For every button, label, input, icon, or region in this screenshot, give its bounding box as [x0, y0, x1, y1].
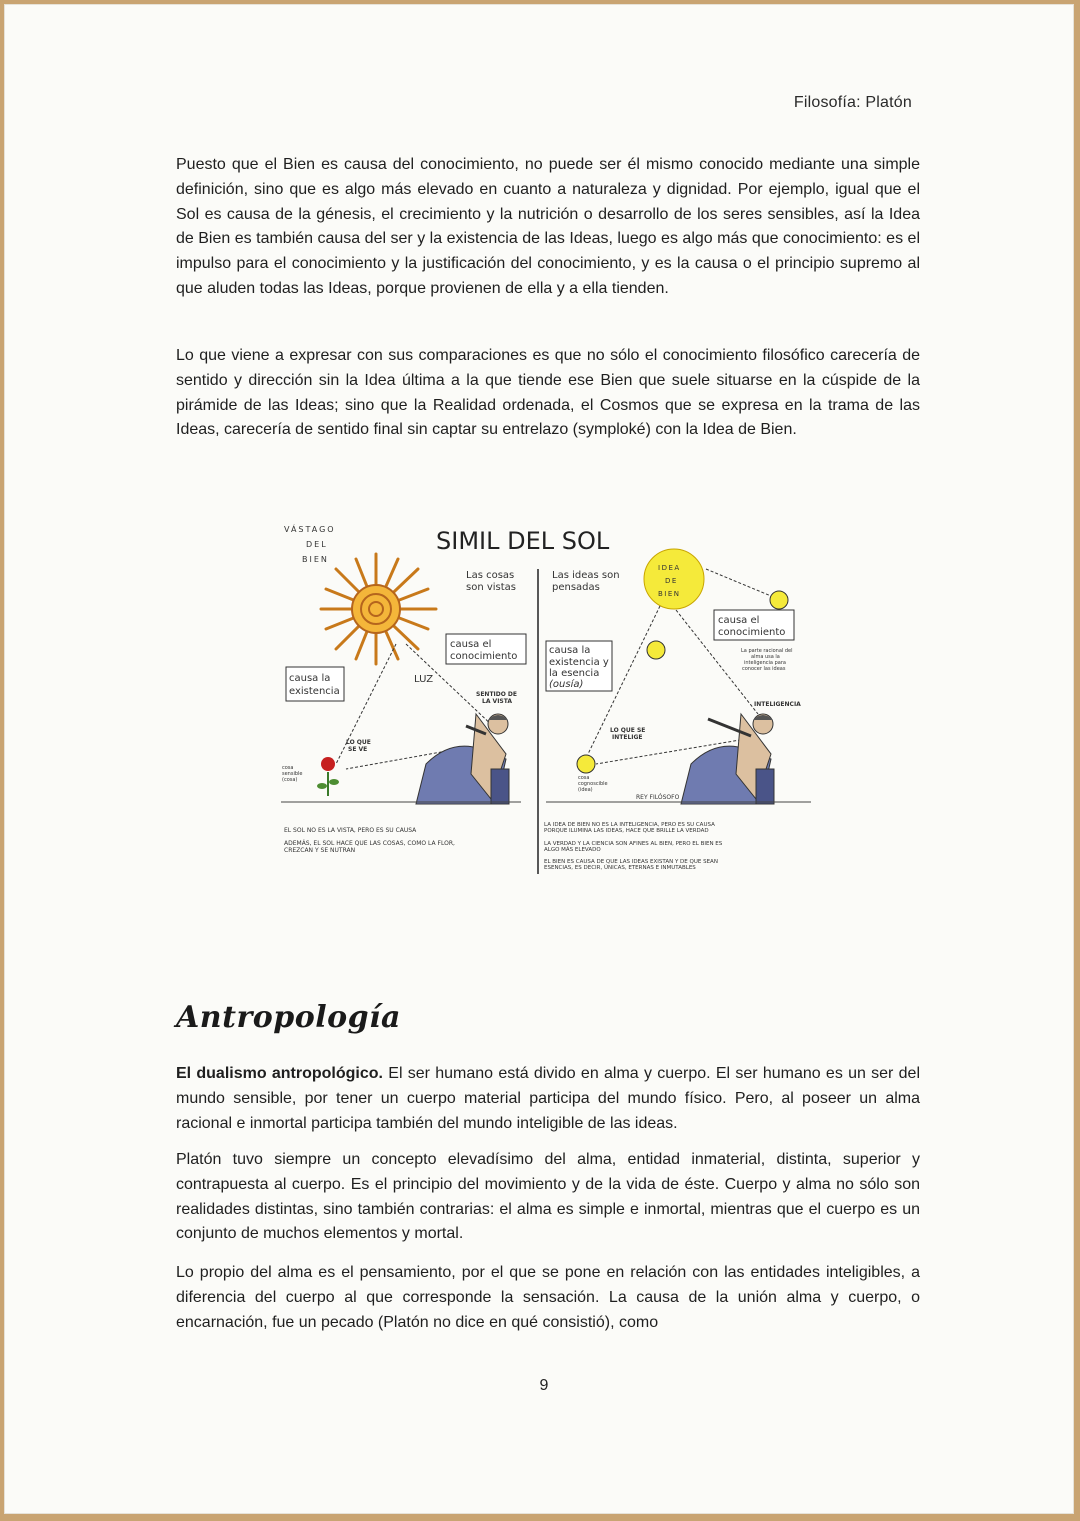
- ideas-pensadas-1: Las ideas son: [552, 570, 620, 581]
- paragraph-pensamiento: Lo propio del alma es el pensamiento, por el que se pone en relación con las entidades inteligibles, a diferencia del cuerpo al que corresponde la sensación. La causa de la unión alma y cuerpo, o encarnación, fue un pecado (Platón no dice en qué consistió), como: [176, 1264, 920, 1331]
- vastago-label-3: BIEN: [302, 555, 329, 564]
- paragraph-dualismo: [176, 1062, 920, 1136]
- luz-label: LUZ: [414, 674, 434, 685]
- page-number: 9: [539, 1377, 549, 1394]
- right-caption-5: EL BIEN ES CAUSA DE QUE LAS IDEAS EXISTAN Y DE QUE SEAN: [544, 859, 718, 865]
- causa-conocimiento-r1: causa el: [718, 615, 760, 626]
- causa-esencia-2: existencia y: [549, 657, 609, 668]
- rey-filosofo-label: REY FILÓSOFO: [636, 794, 680, 801]
- philosopher-figure-right: [681, 714, 774, 804]
- causa-esencia-4: (ousía): [549, 679, 584, 690]
- parte-racional-2: alma usa la: [751, 654, 780, 660]
- sentido-vista-1: SENTIDO DE: [476, 691, 518, 698]
- idea-bien-1: IDEA: [658, 564, 681, 572]
- alma-circle: [647, 641, 665, 659]
- dualismo-heading: El dualismo antropológico.: [176, 1065, 383, 1082]
- idea-bien-2: DE: [665, 577, 678, 585]
- conocimiento-circle: [770, 591, 788, 609]
- causa-conocimiento-1: causa el: [450, 639, 492, 650]
- sentido-vista-2: LA VISTA: [482, 698, 513, 705]
- cosa-cognoscible-2: cognoscible: [578, 781, 608, 787]
- right-caption-1: LA IDEA DE BIEN NO ES LA INTELIGENCIA, PERO ES SU CAUSA: [544, 822, 715, 828]
- cosa-sensible-2: sensible: [282, 771, 303, 777]
- document-page: [4, 4, 1074, 1514]
- right-caption-3: LA VERDAD Y LA CIENCIA SON AFINES AL BIEN, PERO EL BIEN ES: [544, 841, 723, 847]
- sun-icon: [321, 554, 436, 664]
- causa-existencia-1: causa la: [289, 673, 331, 684]
- paragraph-bien-causa: Puesto que el Bien es causa del conocimiento, no puede ser él mismo conocido mediante una simple definición, sino que es algo más elevado en cuanto a naturaleza y dignidad. Por ejemplo, igual que el Sol es causa de la génesis, el crecimiento y la nutrición o desarrollo de los seres sensibles, así la Idea de Bien es también causa del ser y la existencia de las Ideas, luego es algo más que conocimiento: es el impulso para el conocimiento y la justificación del conocimiento, y es la causa o el principio supremo al que aluden todas las Ideas, porque provienen de ella y a ella tienden.: [176, 156, 920, 297]
- simil-del-sol-figure: [276, 514, 816, 884]
- cosa-sensible-3: (cosa): [282, 777, 298, 783]
- lo-que-se-ve-2: SE VE: [348, 746, 368, 753]
- causa-existencia-2: existencia: [289, 686, 340, 697]
- figure-title: SIMIL DEL SOL: [436, 527, 610, 555]
- causa-esencia-3: la esencia: [549, 668, 600, 679]
- idea-bien-3: BIEN: [658, 590, 681, 598]
- right-caption-2: PORQUE ILUMINA LAS IDEAS, HACE QUE BRILLE LA VERDAD: [544, 828, 709, 834]
- right-caption-6: ESENCIAS, ES DECIR, ÚNICAS, ETERNAS E INMUTABLES: [544, 865, 696, 871]
- flower-icon: [317, 757, 339, 796]
- philosopher-figure-left: [416, 714, 509, 804]
- vastago-label-1: VÁSTAGO: [284, 525, 336, 534]
- idea-circle: [577, 755, 595, 773]
- parte-racional-1: La parte racional del: [741, 648, 793, 654]
- vastago-label-2: DEL: [306, 540, 328, 549]
- section-title-antropologia: Antropología: [176, 1000, 401, 1035]
- inteligencia-label: INTELIGENCIA: [754, 701, 801, 708]
- lo-que-se-intelige-2: INTELIGE: [612, 734, 643, 741]
- dualismo-text: El ser humano está divido en alma y cuerpo. El ser humano es un ser del mundo sensible, por tener un cuerpo material participa del mundo físico. Pero, al poseer un alma racional e inmortal participa también del mundo inteligible de las ideas.: [176, 1065, 921, 1132]
- left-caption-1: EL SOL NO ES LA VISTA, PERO ES SU CAUSA: [284, 827, 417, 834]
- cosas-vistas-2: son vistas: [466, 582, 517, 593]
- causa-esencia-1: causa la: [549, 645, 591, 656]
- left-caption-2: ADEMÁS, EL SOL HACE QUE LAS COSAS, COMO LA FLOR,: [284, 840, 455, 847]
- parte-racional-3: inteligencia para: [744, 660, 786, 666]
- causa-conocimiento-2: conocimiento: [450, 651, 518, 662]
- cosa-cognoscible-3: (idea): [578, 787, 593, 793]
- paragraph-concepto-alma: Platón tuvo siempre un concepto elevadísimo del alma, entidad inmaterial, distinta, superior y contrapuesta al cuerpo. Es el principio del movimiento y de la vida de éste. Cuerpo y alma no sólo son realidades distintas, sino también contrarias: el alma es simple e inmortal, mientras que el cuerpo es un conjunto de muchos elementos y mortal.: [176, 1151, 920, 1243]
- cosa-sensible-1: cosa: [282, 765, 294, 771]
- parte-racional-4: conocer las ideas: [742, 666, 786, 672]
- lo-que-se-intelige-1: LO QUE SE: [610, 727, 646, 734]
- lo-que-se-ve-1: LO QUE: [346, 739, 371, 746]
- cosas-vistas-1: Las cosas: [466, 570, 515, 581]
- right-caption-4: ALGO MÁS ELEVADO: [544, 847, 601, 853]
- left-caption-3: CREZCAN Y SE NUTRAN: [284, 847, 356, 854]
- cosa-cognoscible-1: cosa: [578, 775, 590, 781]
- causa-conocimiento-r2: conocimiento: [718, 627, 786, 638]
- running-header: Filosofía: Platón: [793, 94, 912, 111]
- paragraph-comparaciones: Lo que viene a expresar con sus comparaciones es que no sólo el conocimiento filosófico carecería de sentido y dirección sin la Idea última a la que tiende ese Bien que suele situarse en la cúspide de la pirámide de las Ideas; sino que la Realidad ordenada, el Cosmos que se expresa en la trama de las Ideas, carecería de sentido final sin captar su entrelazo (symploké) con la Idea de Bien.: [176, 347, 920, 439]
- ideas-pensadas-2: pensadas: [552, 582, 600, 593]
